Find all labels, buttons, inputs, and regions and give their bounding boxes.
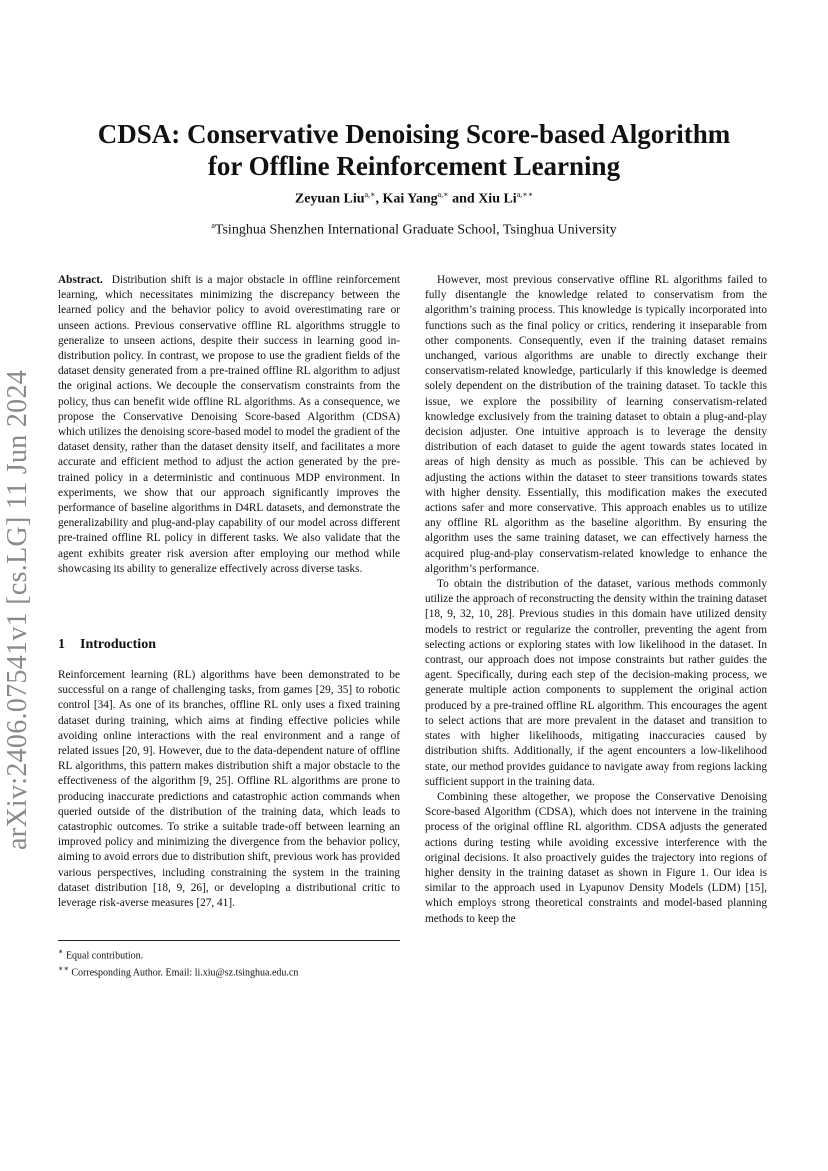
author-name: Kai Yang — [382, 191, 438, 207]
title-line-1: CDSA: Conservative Denoising Score-based Algorithm — [97, 119, 731, 149]
introduction-body — [58, 668, 400, 911]
section-number: 1 — [58, 637, 65, 652]
author-separator: and — [448, 191, 479, 207]
body-paragraph: To obtain the distribution of the dataset, various methods commonly utilize the approach of reconstructing the density within the training dataset [18, 9, 32, 10, 28]. Previous studies in this domain have utilized density models to restrict or regularize the controller, preventing the agent from selecting actions or exploring states with low likelihood in the dataset. In contrast, our approach does not impose constraints but rather guides the agent. Specifically, during each step of the decision-making process, we generate multiple action components to supplement the original action produced by a pre-trained offline RL algorithm. This encourages the agent to select actions that are more prevalent in the dataset and transition to states with higher likelihoods, mitigating inaccuracies caused by distribution shifts. Additionally, if the agent encounters a low-likelihood state, our method provides guidance to navigate away from regions lacking sufficient support in the training data. — [425, 578, 767, 788]
author-mark: a,∗∗ — [516, 190, 534, 199]
footnotes — [58, 945, 400, 980]
footnote-corresponding-author: ∗∗ Corresponding Author. Email: li.xiu@sz.tsinghua.edu.cn — [58, 964, 299, 979]
title-line-2: for Offline Reinforcement Learning — [207, 151, 621, 181]
author-separator: , — [375, 191, 383, 207]
arxiv-identifier: arXiv:2406.07541v1 [cs.LG] 11 Jun 2024 — [2, 369, 33, 850]
affiliation-mark: a — [211, 221, 215, 230]
abstract — [58, 273, 400, 577]
section-title: Introduction — [80, 637, 156, 652]
affiliation — [60, 221, 768, 239]
author-mark: a,∗ — [437, 190, 449, 199]
author-name: Xiu Li — [478, 191, 517, 207]
body-paragraph: However, most previous conservative offline RL algorithms failed to fully disentangle the knowledge related to conservatism from the algorithm’s training process. This knowledge is typically incorporated into functions such as the final policy or critics, rendering it inseparable from other components. Consequently, even if the training dataset remains unchanged, various algorithms are unable to directly exchange their conservatism-related knowledge, particularly if this knowledge is deemed solely dependent on the distribution of the training dataset. To tackle this issue, we explore the possibility of learning conservatism-related knowledge exclusively from the training dataset to obtain a plug-and-play decision adjuster. One intuitive approach is to leverage the density distribution of each dataset to guide the agent towards states located in areas of high density as much as possible. This can be achieved by adjusting the actions within the dataset to steer transitions towards states with higher density. Essentially, this modification makes the executed actions safer and more conservative. This approach enables us to utilize any offline RL algorithm as the baseline algorithm. By ensuring the algorithm uses the same training dataset, we can effectively harness the acquired plug-and-play conservatism-related knowledge to enhance the algorithm’s performance. — [425, 274, 767, 575]
body-paragraph: Combining these altogether, we propose the Conservative Denoising Score-based Algorithm (CDSA), which does not intervene in the training process of the original offline RL algorithm. CDSA adjusts the generated actions during testing while avoiding excessive interference with the original decisions. It also proactively guides the trajectory into regions of higher density in the training dataset as shown in Figure 1. Our idea is similar to the approach used in Lyapunov Density Models (LDM) [15], which employs strong theoretical constraints and model-based planning methods to keep the — [425, 790, 767, 925]
section-heading — [58, 637, 156, 653]
footnote-equal-contribution: ∗ Equal contribution. — [58, 947, 144, 962]
paper-title — [60, 118, 768, 182]
affiliation-text: Tsinghua Shenzhen International Graduate School, Tsinghua University — [214, 222, 617, 238]
abstract-label: Abstract. — [58, 274, 103, 286]
footnote-divider — [58, 940, 400, 941]
abstract-text: Distribution shift is a major obstacle in offline reinforcement learning, which necessitates minimizing the discrepancy between the learned policy and the behavior policy to avoid overestimating rare or unseen actions. Previous conservative offline RL algorithms struggle to generalize to unseen actions, despite their success in learning good in-distribution policy. In contrast, we propose to use the gradient fields of the dataset density generated from a pre-trained offline RL algorithm to adjust the original actions. We decouple the conservatism constraints from the policy, thus can benefit wide offline RL algorithms. As a consequence, we propose the Conservative Denoising Score-based Algorithm (CDSA) which utilizes the denoising score-based model to model the gradient of the dataset density, rather than the dataset density itself, and facilitates a more accurate and efficient method to adjust the action generated by the pre-trained policy in a deterministic and continuous MDP environment. In experiments, we show that our approach significantly improves the performance of baseline algorithms in D4RL datasets, and demonstrate the generalizability and plug-and-play capability of our model across different pre-trained offline RL policy in different tasks. We also validate that the agent exhibits greater risk aversion after employing our method while showcasing its ability to generalize effectively across diverse tasks. — [58, 274, 400, 575]
author-name: Zeyuan Liu — [294, 191, 365, 207]
author-mark: a,∗ — [364, 190, 376, 199]
author-list — [60, 190, 768, 208]
right-column-body — [425, 273, 767, 927]
intro-paragraph: Reinforcement learning (RL) algorithms have been demonstrated to be successful on a range of challenging tasks, from games [29, 35] to robotic control [34]. As one of its branches, offline RL only uses a fixed training dataset during training, which aims at finding effective policies while avoiding online interactions with the real environment and a range of related issues [20, 9]. However, due to the data-dependent nature of offline RL algorithms, this pattern makes distribution shift a major obstacle to the effectiveness of the algorithm [9, 25]. Offline RL algorithms are prone to producing inaccurate predictions and catastrophic action commands when queried outside of the distribution of the training data, which leads to catastrophic outcomes. To strike a suitable trade-off between learning an improved policy and minimizing the divergence from the behavior policy, aiming to avoid errors due to distribution shift, previous work has provided various perspectives, including constraining the system in the training dataset distribution [18, 9, 26], or developing a distributional critic to leverage risk-averse measures [27, 41]. — [58, 669, 400, 910]
